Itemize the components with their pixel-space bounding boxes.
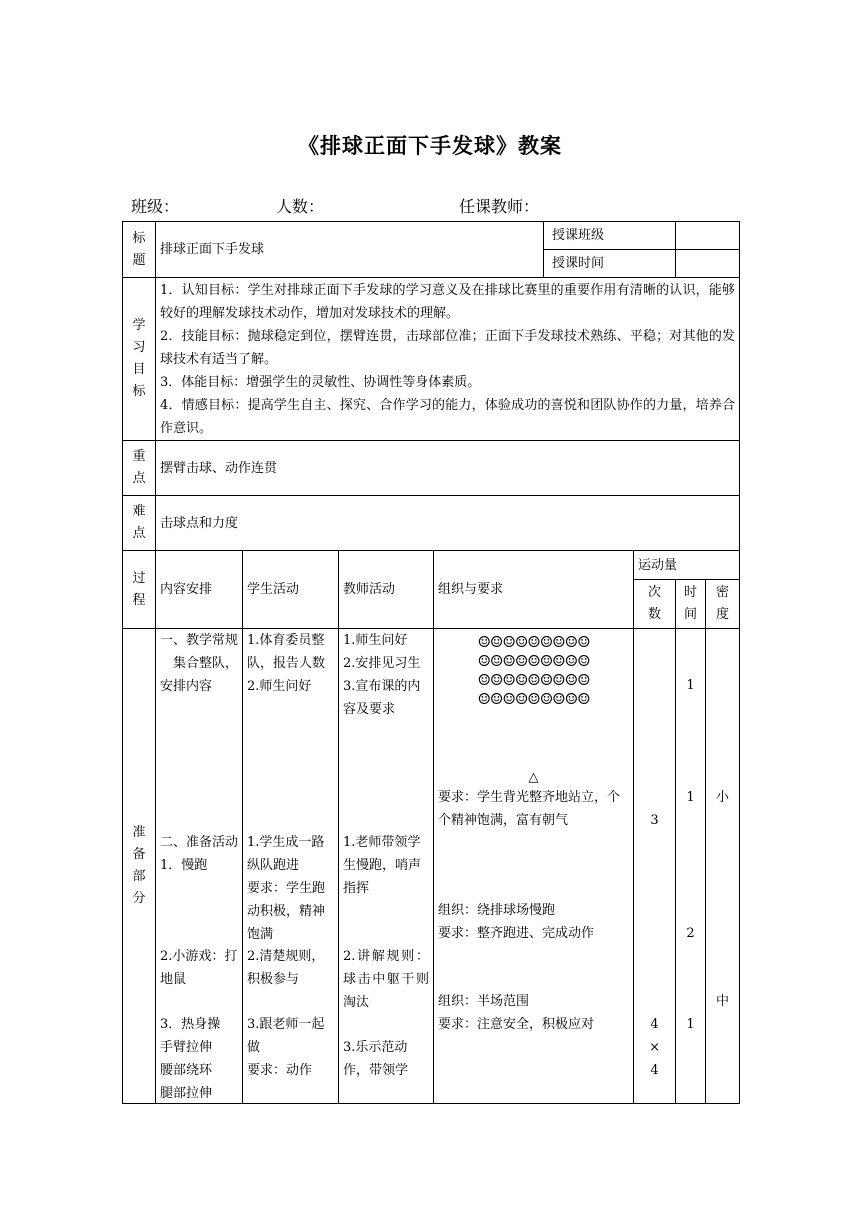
student-jog-requirement: 要求：学生跑动积极，精神饱满: [247, 881, 326, 942]
teacher-label: 任课教师：: [459, 197, 540, 216]
teacher-greet: 1.师生问好: [343, 633, 408, 648]
content-warmup: 二、准备活动: [160, 835, 239, 850]
content-jog: 1．慢跑: [160, 858, 208, 873]
process-header-row: [123, 551, 740, 580]
time-field-label: 授课时间: [544, 250, 676, 278]
goal-cognitive: 1．认知目标：学生对排球正面下手发球的学习意义及在排球比赛里的重要作用有清晰的认识，能够较好的理解发球技术动作，增加对发球技术的理解。: [160, 283, 736, 321]
title-row: [123, 222, 740, 250]
teacher-demo: 3.乐示范动作，带领学: [343, 1040, 409, 1078]
student-activity-header: 学生活动: [243, 551, 339, 629]
content-arm-stretch: 手臂拉伸: [160, 1040, 213, 1055]
content-exercise: 3．热身操: [160, 1017, 221, 1032]
jog-organization: 组织：绕排球场慢跑: [438, 903, 556, 918]
formation-row: ☺☺☺☺☺☺☺☺☺: [477, 633, 590, 651]
preparation-density: [706, 629, 740, 1104]
game-requirement: 要求：注意安全，积极应对: [438, 1017, 595, 1032]
teacher-announce: 3.宣布课的内容及要求: [343, 679, 421, 717]
class-field-label: 授课班级: [544, 222, 676, 250]
density-value: 中: [716, 994, 730, 1009]
student-line-up: 1.体育委员整队，报告人数: [247, 633, 326, 671]
student-jog: 1.学生成一路纵队跑进: [247, 835, 325, 873]
preparation-label: 准 备 部 分: [123, 629, 156, 1104]
jog-requirement: 要求：整齐跑进、完成动作: [438, 926, 595, 941]
difficulty-content: 击球点和力度: [156, 496, 740, 551]
game-organization: 组织：半场范围: [438, 994, 530, 1009]
exercise-load-header: 运动量: [634, 551, 740, 580]
preparation-times: [676, 629, 706, 1104]
goals-label: 学 习 目 标: [123, 278, 156, 441]
student-formation: [438, 633, 629, 709]
count-value: 4: [650, 1017, 659, 1032]
goal-skill: 2．技能目标：抛球稳定到位，摆臂连贯，击球部位准；正面下手发球技术熟练、平稳；对其他的发球技术有适当了解。: [160, 329, 736, 367]
key-point-label: 重 点: [123, 441, 156, 496]
preparation-teacher: [339, 629, 434, 1104]
formation-row: ☺☺☺☺☺☺☺☺☺: [477, 652, 590, 670]
preparation-counts: [634, 629, 676, 1104]
lesson-topic: 排球正面下手发球: [156, 222, 544, 278]
time-value: 1: [686, 790, 695, 805]
teacher-activity-header: 教师活动: [339, 551, 434, 629]
document-title: 《排球正面下手发球》教案: [298, 134, 562, 158]
formation-row: ☺☺☺☺☺☺☺☺☺: [477, 671, 590, 689]
student-follow: 3.跟老师一起做: [247, 1017, 325, 1055]
student-greet: 2.师生问好: [247, 679, 312, 694]
content-game: 2.小游戏：打地鼠: [160, 949, 238, 987]
formation-row: ☺☺☺☺☺☺☺☺☺: [477, 690, 590, 708]
count-value: 3: [650, 813, 659, 828]
time-value: 1: [686, 1017, 695, 1032]
density-value: 小: [716, 790, 730, 805]
lesson-plan-table: [122, 221, 740, 1104]
content-assemble: 集合整队，安排内容: [160, 656, 239, 694]
teacher-position-icon: △: [528, 770, 539, 785]
preparation-content: [156, 629, 243, 1104]
difficulty-row: [123, 496, 740, 551]
teacher-lead-jog: 1.老师带领学生慢跑，哨声指挥: [343, 835, 422, 896]
key-point-content: 摆臂击球、动作连贯: [156, 441, 740, 496]
goals-row: [123, 278, 740, 441]
goals-content: [156, 278, 740, 441]
preparation-student: [243, 629, 339, 1104]
preparation-row: [123, 629, 740, 1104]
preparation-organization: [434, 629, 634, 1104]
goal-emotion: 4．情感目标：提高学生自主、探究、合作学习的能力，体验成功的喜悦和团队协作的力量，培养合作意识。: [160, 398, 736, 436]
density-header: 密 度: [706, 580, 740, 629]
time-value: 1: [686, 678, 695, 693]
difficulty-label: 难 点: [123, 496, 156, 551]
class-label: 班级：: [131, 197, 180, 216]
class-field-value[interactable]: [676, 222, 740, 250]
content-leg-stretch: 腿部拉伸: [160, 1086, 213, 1101]
content-waist: 腰部绕环: [160, 1063, 213, 1078]
student-follow-requirement: 要求：动作: [247, 1063, 313, 1078]
key-point-row: [123, 441, 740, 496]
time-value: 2: [686, 926, 695, 941]
teacher-rules: 2.讲解规则：球击中躯干则淘汰: [343, 949, 429, 1010]
student-count-label: 人数：: [276, 197, 325, 216]
process-label: 过 程: [123, 551, 156, 629]
content-header: 内容安排: [156, 551, 243, 629]
teacher-observers: 2.安排见习生: [343, 656, 421, 671]
content-routine: 一、教学常规: [160, 633, 239, 648]
title-row-label: 标 题: [123, 222, 156, 278]
goal-fitness: 3．体能目标：增强学生的灵敏性、协调性等身体素质。: [160, 375, 481, 390]
student-game: 2.清楚规则，积极参与: [247, 949, 325, 987]
time-field-value[interactable]: [676, 250, 740, 278]
time-header: 时 间: [676, 580, 706, 629]
organization-header: 组织与要求: [434, 551, 634, 629]
count-value: 4: [650, 1063, 659, 1078]
formation-requirement: 要求：学生背光整齐地站立，个个精神饱满，富有朝气: [438, 790, 621, 828]
count-header: 次 数: [634, 580, 676, 629]
count-multiply: ×: [649, 1040, 660, 1055]
